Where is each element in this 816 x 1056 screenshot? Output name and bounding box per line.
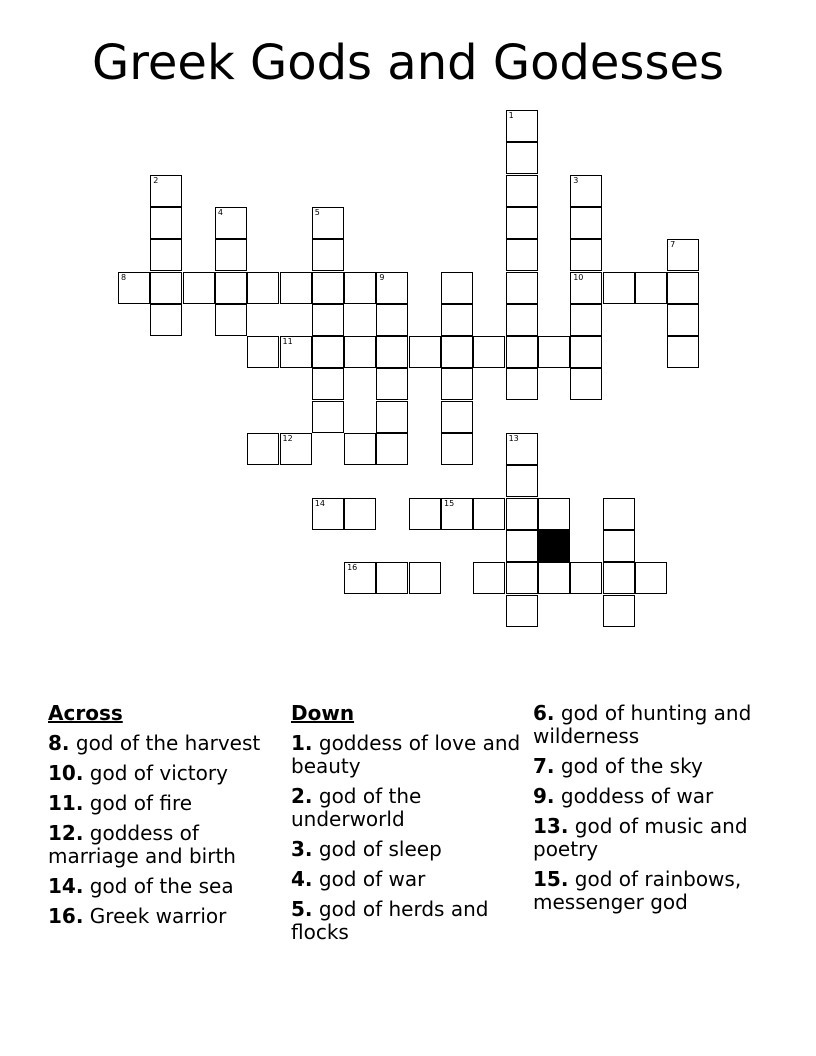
grid-cell[interactable] (506, 465, 538, 497)
page-title: Greek Gods and Godesses (92, 35, 724, 91)
grid-cell[interactable] (506, 336, 538, 368)
grid-cell[interactable] (312, 401, 344, 433)
grid-cell[interactable] (312, 498, 344, 530)
grid-cell[interactable] (667, 272, 699, 304)
clue-number: 7 (670, 240, 676, 250)
grid-cell[interactable] (312, 368, 344, 400)
clue-number-label: 1. (291, 731, 313, 755)
grid-cell[interactable] (441, 336, 473, 368)
grid-cell[interactable] (247, 272, 279, 304)
grid-cell[interactable] (506, 207, 538, 239)
grid-cell[interactable] (570, 562, 602, 594)
clue-item (291, 785, 526, 831)
clue-number: 10 (573, 272, 584, 282)
down-heading: Down (291, 701, 355, 725)
grid-cell[interactable] (376, 433, 408, 465)
grid-cell[interactable] (247, 336, 279, 368)
grid-cell[interactable] (376, 304, 408, 336)
clue-number: 12 (282, 434, 293, 443)
grid-cell[interactable] (506, 175, 538, 207)
grid-cell[interactable] (376, 401, 408, 433)
grid-cell[interactable] (603, 562, 635, 594)
grid-cell[interactable] (506, 433, 538, 465)
clue-item (291, 732, 526, 778)
clue-number-label: 12. (48, 821, 84, 845)
grid-cell[interactable] (667, 304, 699, 336)
black-cell (538, 530, 570, 562)
grid-cell[interactable] (473, 336, 505, 368)
grid-cell[interactable] (376, 368, 408, 400)
grid-cell[interactable] (247, 433, 279, 465)
clue-text: god of sleep (318, 837, 442, 861)
clue-number-label: 2. (291, 784, 313, 808)
across-column (48, 702, 283, 935)
grid-cell[interactable] (603, 272, 635, 304)
clue-text: god of the sky (560, 754, 703, 778)
across-heading: Across (48, 701, 123, 725)
clue-item (533, 785, 768, 808)
clue-number-label: 6. (533, 701, 555, 725)
down-clues (291, 732, 526, 944)
clue-item (48, 822, 283, 868)
grid-cell[interactable] (506, 498, 538, 530)
grid-cell[interactable] (603, 530, 635, 562)
clue-number-label: 15. (533, 867, 569, 891)
grid-cell[interactable] (312, 304, 344, 336)
grid-cell[interactable] (635, 272, 667, 304)
clue-text: god of music and poetry (533, 814, 748, 861)
grid-cell[interactable] (635, 562, 667, 594)
clue-number-label: 10. (48, 761, 84, 785)
clue-number: 13 (508, 434, 519, 443)
grid-cell[interactable] (150, 239, 182, 271)
grid-cell[interactable] (376, 272, 408, 304)
grid-cell[interactable] (344, 272, 376, 304)
grid-cell[interactable] (667, 239, 699, 271)
grid-cell[interactable] (441, 433, 473, 465)
grid-cell[interactable] (570, 175, 602, 207)
clue-text: god of victory (89, 761, 228, 785)
grid-cell[interactable] (150, 304, 182, 336)
clue-text: goddess of war (560, 784, 714, 808)
clue-text: god of rainbows, messenger god (533, 867, 742, 914)
grid-cell[interactable] (473, 498, 505, 530)
grid-cell[interactable] (570, 368, 602, 400)
grid-cell[interactable] (506, 272, 538, 304)
clue-text: god of fire (89, 791, 193, 815)
clue-number: 16 (347, 563, 358, 573)
clue-text: god of hunting and wilderness (533, 701, 752, 748)
clue-number-label: 14. (48, 874, 84, 898)
across-clues (48, 732, 283, 928)
grid-cell[interactable] (312, 336, 344, 368)
grid-cell[interactable] (215, 239, 247, 271)
grid-cell[interactable] (538, 336, 570, 368)
clue-number-label: 7. (533, 754, 555, 778)
clue-number: 14 (314, 498, 325, 508)
grid-cell[interactable] (312, 207, 344, 239)
grid-cell[interactable] (506, 368, 538, 400)
down-column (291, 702, 526, 951)
clue-number: 1 (508, 111, 514, 120)
grid-cell[interactable] (312, 239, 344, 271)
clue-item (533, 755, 768, 778)
grid-cell[interactable] (441, 272, 473, 304)
grid-cell[interactable] (376, 562, 408, 594)
grid-cell[interactable] (409, 336, 441, 368)
grid-cell[interactable] (506, 142, 538, 174)
grid-cell[interactable] (441, 498, 473, 530)
grid-cell[interactable] (183, 272, 215, 304)
grid-cell[interactable] (344, 498, 376, 530)
clue-number-label: 11. (48, 791, 84, 815)
grid-cell[interactable] (570, 239, 602, 271)
clue-item (291, 838, 526, 861)
clue-number-label: 8. (48, 731, 70, 755)
grid-cell[interactable] (538, 562, 570, 594)
grid-cell[interactable] (570, 336, 602, 368)
grid-cell[interactable] (376, 336, 408, 368)
grid-cell[interactable] (506, 562, 538, 594)
clue-number-label: 13. (533, 814, 569, 838)
clue-number-label: 16. (48, 904, 84, 928)
grid-cell[interactable] (603, 595, 635, 627)
clue-number: 8 (121, 272, 127, 282)
clue-number: 15 (444, 498, 455, 508)
clue-number: 5 (314, 207, 320, 217)
grid-cell[interactable] (538, 498, 570, 530)
clue-number-label: 3. (291, 837, 313, 861)
grid-cell[interactable] (150, 272, 182, 304)
clue-text: god of herds and flocks (291, 897, 489, 944)
grid-cell[interactable] (506, 239, 538, 271)
clue-item (48, 732, 283, 755)
clue-text: god of the harvest (75, 731, 261, 755)
clue-text: goddess of marriage and birth (48, 821, 236, 868)
grid-cell[interactable] (506, 304, 538, 336)
grid-cell[interactable] (667, 336, 699, 368)
clue-item (48, 875, 283, 898)
grid-cell[interactable] (344, 433, 376, 465)
grid-cell[interactable] (570, 207, 602, 239)
clue-text: goddess of love and beauty (291, 731, 521, 778)
grid-cell[interactable] (570, 272, 602, 304)
clue-number: 9 (379, 272, 385, 282)
clue-number-label: 4. (291, 867, 313, 891)
clue-number: 3 (573, 175, 579, 185)
clue-item (533, 815, 768, 861)
clue-number-label: 5. (291, 897, 313, 921)
down-column-continued (533, 702, 768, 921)
grid-cell[interactable] (280, 433, 312, 465)
grid-cell[interactable] (441, 304, 473, 336)
grid-cell[interactable] (409, 562, 441, 594)
grid-cell[interactable] (150, 175, 182, 207)
grid-cell[interactable] (344, 562, 376, 594)
grid-cell[interactable] (506, 595, 538, 627)
clue-text: god of war (318, 867, 426, 891)
grid-cell[interactable] (344, 336, 376, 368)
grid-cell[interactable] (473, 562, 505, 594)
clue-item (533, 702, 768, 748)
clue-item (291, 898, 526, 944)
grid-cell[interactable] (215, 304, 247, 336)
clue-number: 4 (217, 207, 223, 217)
grid-cell[interactable] (570, 304, 602, 336)
down-clues-continued (533, 702, 768, 914)
clue-number: 11 (282, 337, 293, 347)
grid-cell[interactable] (441, 401, 473, 433)
grid-cell[interactable] (215, 272, 247, 304)
grid-cell[interactable] (506, 110, 538, 142)
clue-item (48, 762, 283, 785)
clue-item (48, 792, 283, 815)
clue-item (48, 905, 283, 928)
grid-cell[interactable] (280, 336, 312, 368)
grid-cell[interactable] (280, 272, 312, 304)
grid-cell[interactable] (118, 272, 150, 304)
grid-cell[interactable] (506, 530, 538, 562)
clue-number-label: 9. (533, 784, 555, 808)
clue-item (533, 868, 768, 914)
clue-text: god of the underworld (291, 784, 422, 831)
grid-cell[interactable] (150, 207, 182, 239)
grid-cell[interactable] (441, 368, 473, 400)
clue-number: 2 (153, 175, 159, 185)
clue-text: god of the sea (89, 874, 234, 898)
grid-cell[interactable] (409, 498, 441, 530)
clue-text: Greek warrior (89, 904, 227, 928)
clue-item (291, 868, 526, 891)
grid-cell[interactable] (312, 272, 344, 304)
grid-cell[interactable] (603, 498, 635, 530)
grid-cell[interactable] (215, 207, 247, 239)
